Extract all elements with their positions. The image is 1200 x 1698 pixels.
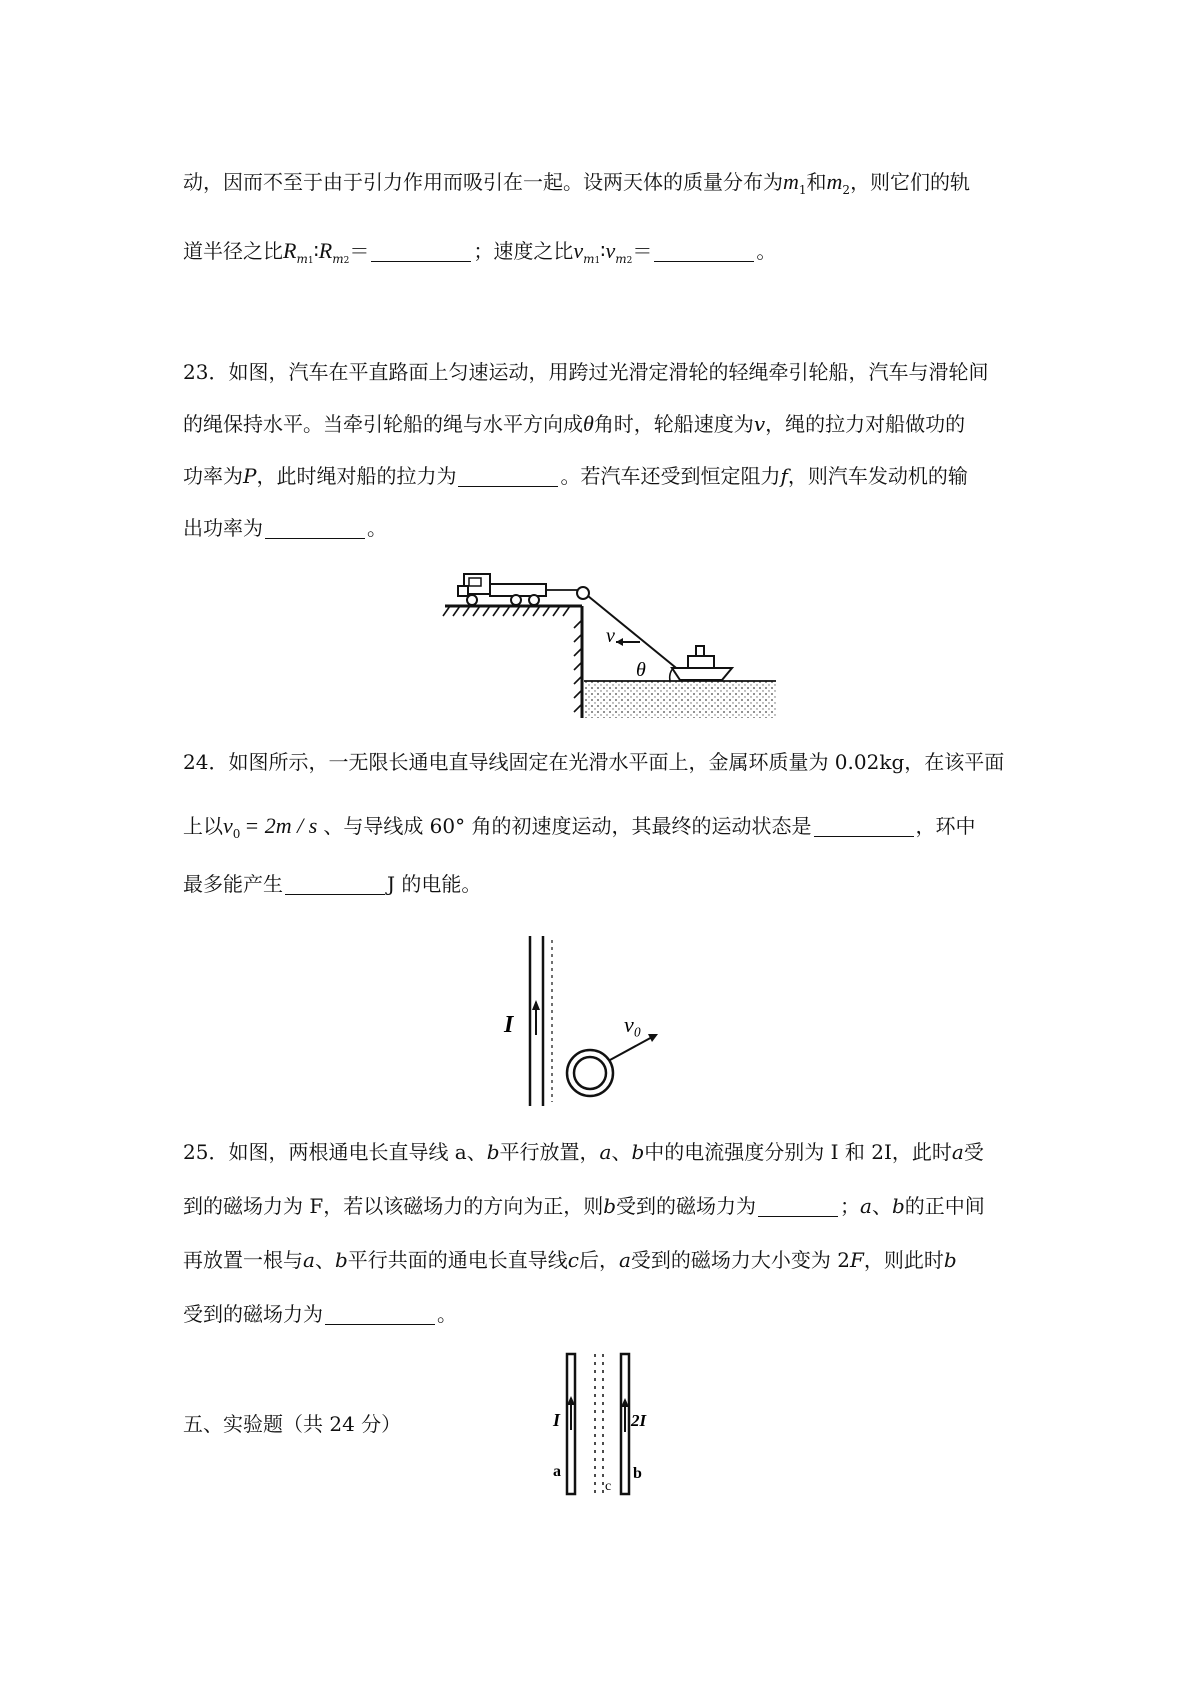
fig24-I-label: I [504,1012,514,1038]
p24-line-1: 24．如图所示，一无限长通电直导线固定在光滑水平面上，金属环质量为 0.02kg，在该平面 [183,750,1005,774]
p22-line-2: 道半径之比$R_{m1}∶R_{m2}=$ ；速度之比$v_{m1}∶v_{m2}=$ 。 [183,238,777,266]
p25-line-3: 再放置一根与a、b平行共面的通电长直导线c后，a受到的磁场力大小变为 2F，则此时b [183,1248,957,1272]
fig25-a-label: a [553,1463,561,1480]
blank-rope-tension[interactable] [458,466,558,487]
fig23-theta-label: θ [636,659,646,681]
blank-force-on-b-after[interactable] [325,1304,435,1325]
figure-car-pulley-boat [440,560,780,720]
p22-line-1: 动，因而不至于由于引力作用而吸引在一起。设两天体的质量分布为$m_1$和$m_2$，则它们的轨 [183,169,971,197]
p23-line-3: 功率为P，此时绳对船的拉力为 。若汽车还受到恒定阻力f，则汽车发动机的输 [183,464,968,488]
section-5-heading: 五、实验题（共 24 分） [183,1412,402,1436]
p23-line-2: 的绳保持水平。当牵引轮船的绳与水平方向成θ角时，轮船速度为v，绳的拉力对船做功的 [183,411,966,436]
p25-line-4: 受到的磁场力为 。 [183,1302,457,1326]
p24-line-2: 上以$v_0 = 2m / s$ 、与导线成 60° 角的初速度运动，其最终的运动状态是 ，环中 [183,813,976,841]
fig24-v0-label: v₀ [624,1012,642,1037]
fig23-v-label: v [606,625,615,647]
p23-line-4: 出功率为 。 [183,516,387,540]
figure-three-wires [535,1350,665,1500]
blank-force-on-b[interactable] [758,1196,838,1217]
fig25-c-label: c [605,1479,612,1494]
fig25-I-label: I [553,1410,561,1430]
blank-engine-power[interactable] [265,518,365,539]
blank-electric-energy[interactable] [285,874,385,895]
figure-wire-ring [480,930,680,1110]
blank-final-motion[interactable] [814,816,914,837]
fig25-b-label: b [633,1465,642,1482]
fig25-2I-label: 2I [631,1411,647,1430]
p25-line-1: 25．如图，两根通电长直导线 a、b平行放置，a、b中的电流强度分别为 I 和 2I，此时a受 [183,1140,984,1164]
p24-line-3: 最多能产生 J 的电能。 [183,872,482,896]
p23-line-1: 23．如图，汽车在平直路面上匀速运动，用跨过光滑定滑轮的轻绳牵引轮船，汽车与滑轮间 [183,360,989,384]
blank-radius-ratio[interactable] [371,241,471,262]
p25-line-2: 到的磁场力为 F，若以该磁场力的方向为正，则b受到的磁场力为 ；a、b的正中间 [183,1194,985,1218]
blank-speed-ratio[interactable] [654,241,754,262]
